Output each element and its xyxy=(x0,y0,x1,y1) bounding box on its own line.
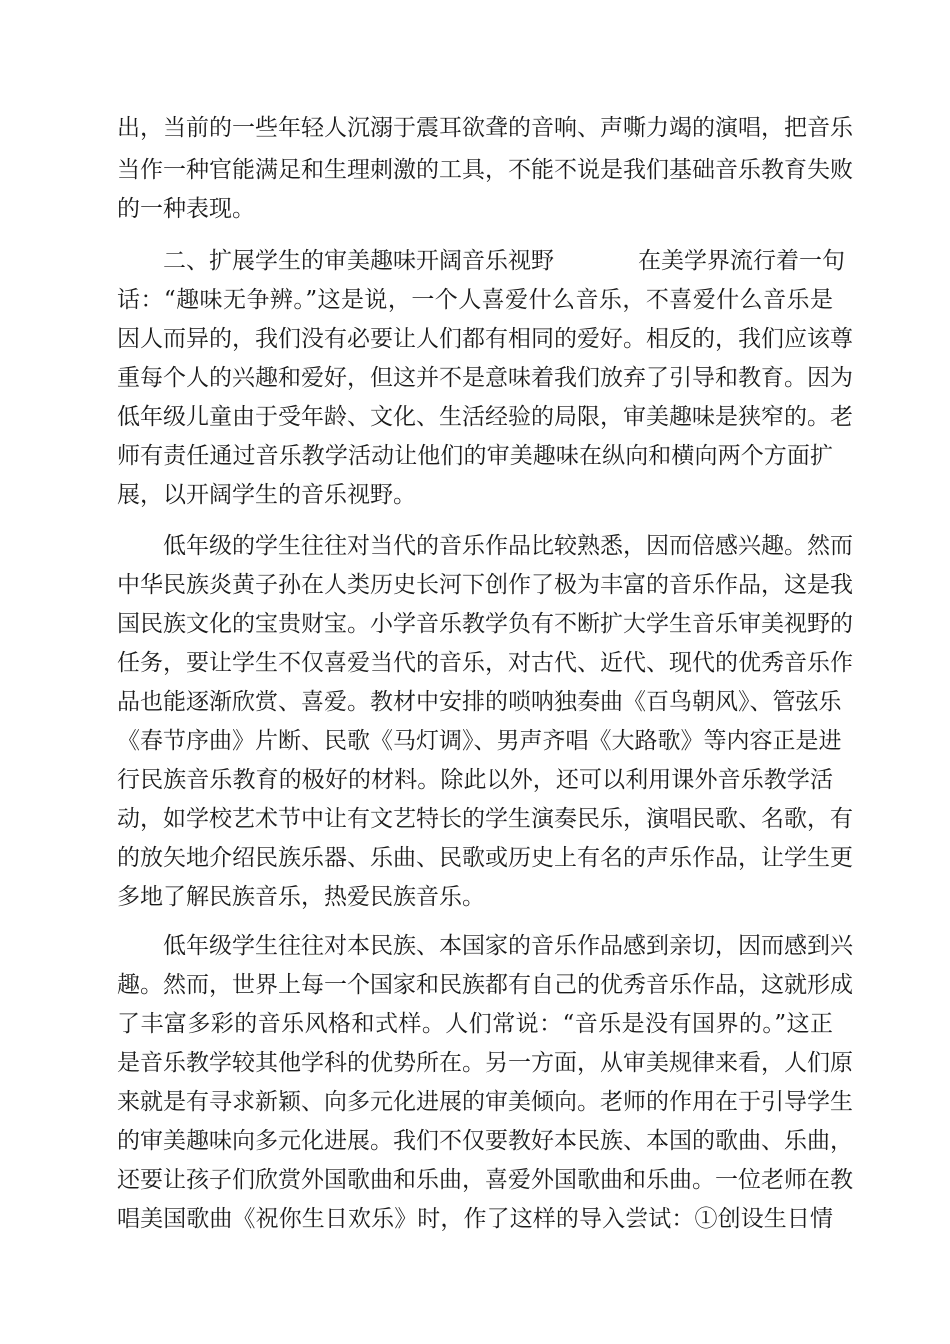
paragraph-3-line-5: 的审美趣味向多元化进展。我们不仅要教好本民族、本国的歌曲、乐曲， xyxy=(117,1128,853,1154)
paragraph-1-line-3: 低年级儿童由于受年龄、文化、生活经验的局限，审美趣味是狭窄的。老 xyxy=(117,404,853,430)
paragraph-2-line-3: 任务，要让学生不仅喜爱当代的音乐，对古代、近代、现代的优秀音乐作 xyxy=(117,650,853,676)
section-heading-line xyxy=(163,244,845,278)
paragraph-3-line-4: 来就是有寻求新颖、向多元化进展的审美倾向。老师的作用在于引导学生 xyxy=(117,1089,853,1115)
paragraph-1-line-5: 展，以开阔学生的音乐视野。 xyxy=(117,482,416,508)
section-heading-tail: 在美学界流行着一句 xyxy=(638,248,845,274)
paragraph-1-line-4: 师有责任通过音乐教学活动让他们的审美趣味在纵向和横向两个方面扩 xyxy=(117,443,833,469)
paragraph-3-line-0: 低年级学生往往对本民族、本国家的音乐作品感到亲切，因而感到兴 xyxy=(163,933,853,959)
paragraph-1-line-2: 重每个人的兴趣和爱好，但这并不是意味着我们放弃了引导和教育。因为 xyxy=(117,365,853,391)
paragraph-2-line-7: 动，如学校艺术节中让有文艺特长的学生演奏民乐，演唱民歌、名歌，有 xyxy=(117,806,853,832)
paragraph-2-line-2: 国民族文化的宝贵财宝。小学音乐教学负有不断扩大学生音乐审美视野的 xyxy=(117,611,853,637)
paragraph-3-line-6: 还要让孩子们欣赏外国歌曲和乐曲，喜爱外国歌曲和乐曲。一位老师在教 xyxy=(117,1167,853,1193)
paragraph-2-line-4: 品也能逐渐欣赏、喜爱。教材中安排的唢呐独奏曲《百鸟朝风》、管弦乐 xyxy=(117,689,842,715)
paragraph-2-line-6: 行民族音乐教育的极好的材料。除此以外，还可以利用课外音乐教学活 xyxy=(117,767,833,793)
section-heading: 二、扩展学生的审美趣味开阔音乐视野 xyxy=(163,248,554,274)
paragraph-0-line-2: 的一种表现。 xyxy=(117,196,255,222)
paragraph-1-line-0: 话：“趣味无争辨。”这是说，一个人喜爱什么音乐，不喜爱什么音乐是 xyxy=(117,287,833,313)
paragraph-0-line-0: 出，当前的一些年轻人沉溺于震耳欲聋的音响、声嘶力竭的演唱，把音乐 xyxy=(117,115,853,141)
paragraph-2-line-8: 的放矢地介绍民族乐器、乐曲、民歌或历史上有名的声乐作品，让学生更 xyxy=(117,845,853,871)
paragraph-3-line-3: 是音乐教学较其他学科的优势所在。另一方面，从审美规律来看，人们原 xyxy=(117,1050,853,1076)
paragraph-2-line-1: 中华民族炎黄子孙在人类历史长河下创作了极为丰富的音乐作品，这是我 xyxy=(117,572,853,598)
paragraph-2-line-9: 多地了解民族音乐，热爱民族音乐。 xyxy=(117,884,485,910)
paragraph-1-line-1: 因人而异的，我们没有必要让人们都有相同的爱好。相反的，我们应该尊 xyxy=(117,326,853,352)
paragraph-0-line-1: 当作一种官能满足和生理刺激的工具，不能不说是我们基础音乐教育失败 xyxy=(117,157,853,183)
paragraph-2-line-0: 低年级的学生往往对当代的音乐作品比较熟悉，因而倍感兴趣。然而 xyxy=(163,533,853,559)
paragraph-3-line-2: 了丰富多彩的音乐风格和式样。人们常说：“音乐是没有国界的。”这正 xyxy=(117,1011,833,1037)
paragraph-3-line-7: 唱美国歌曲《祝你生日欢乐》时，作了这样的导入尝试：①创设生日情 xyxy=(117,1206,833,1232)
paragraph-3-line-1: 趣。然而，世界上每一个国家和民族都有自己的优秀音乐作品，这就形成 xyxy=(117,972,853,998)
paragraph-2-line-5: 《春节序曲》片断、民歌《马灯调》、男声齐唱《大路歌》等内容正是进 xyxy=(117,728,842,754)
